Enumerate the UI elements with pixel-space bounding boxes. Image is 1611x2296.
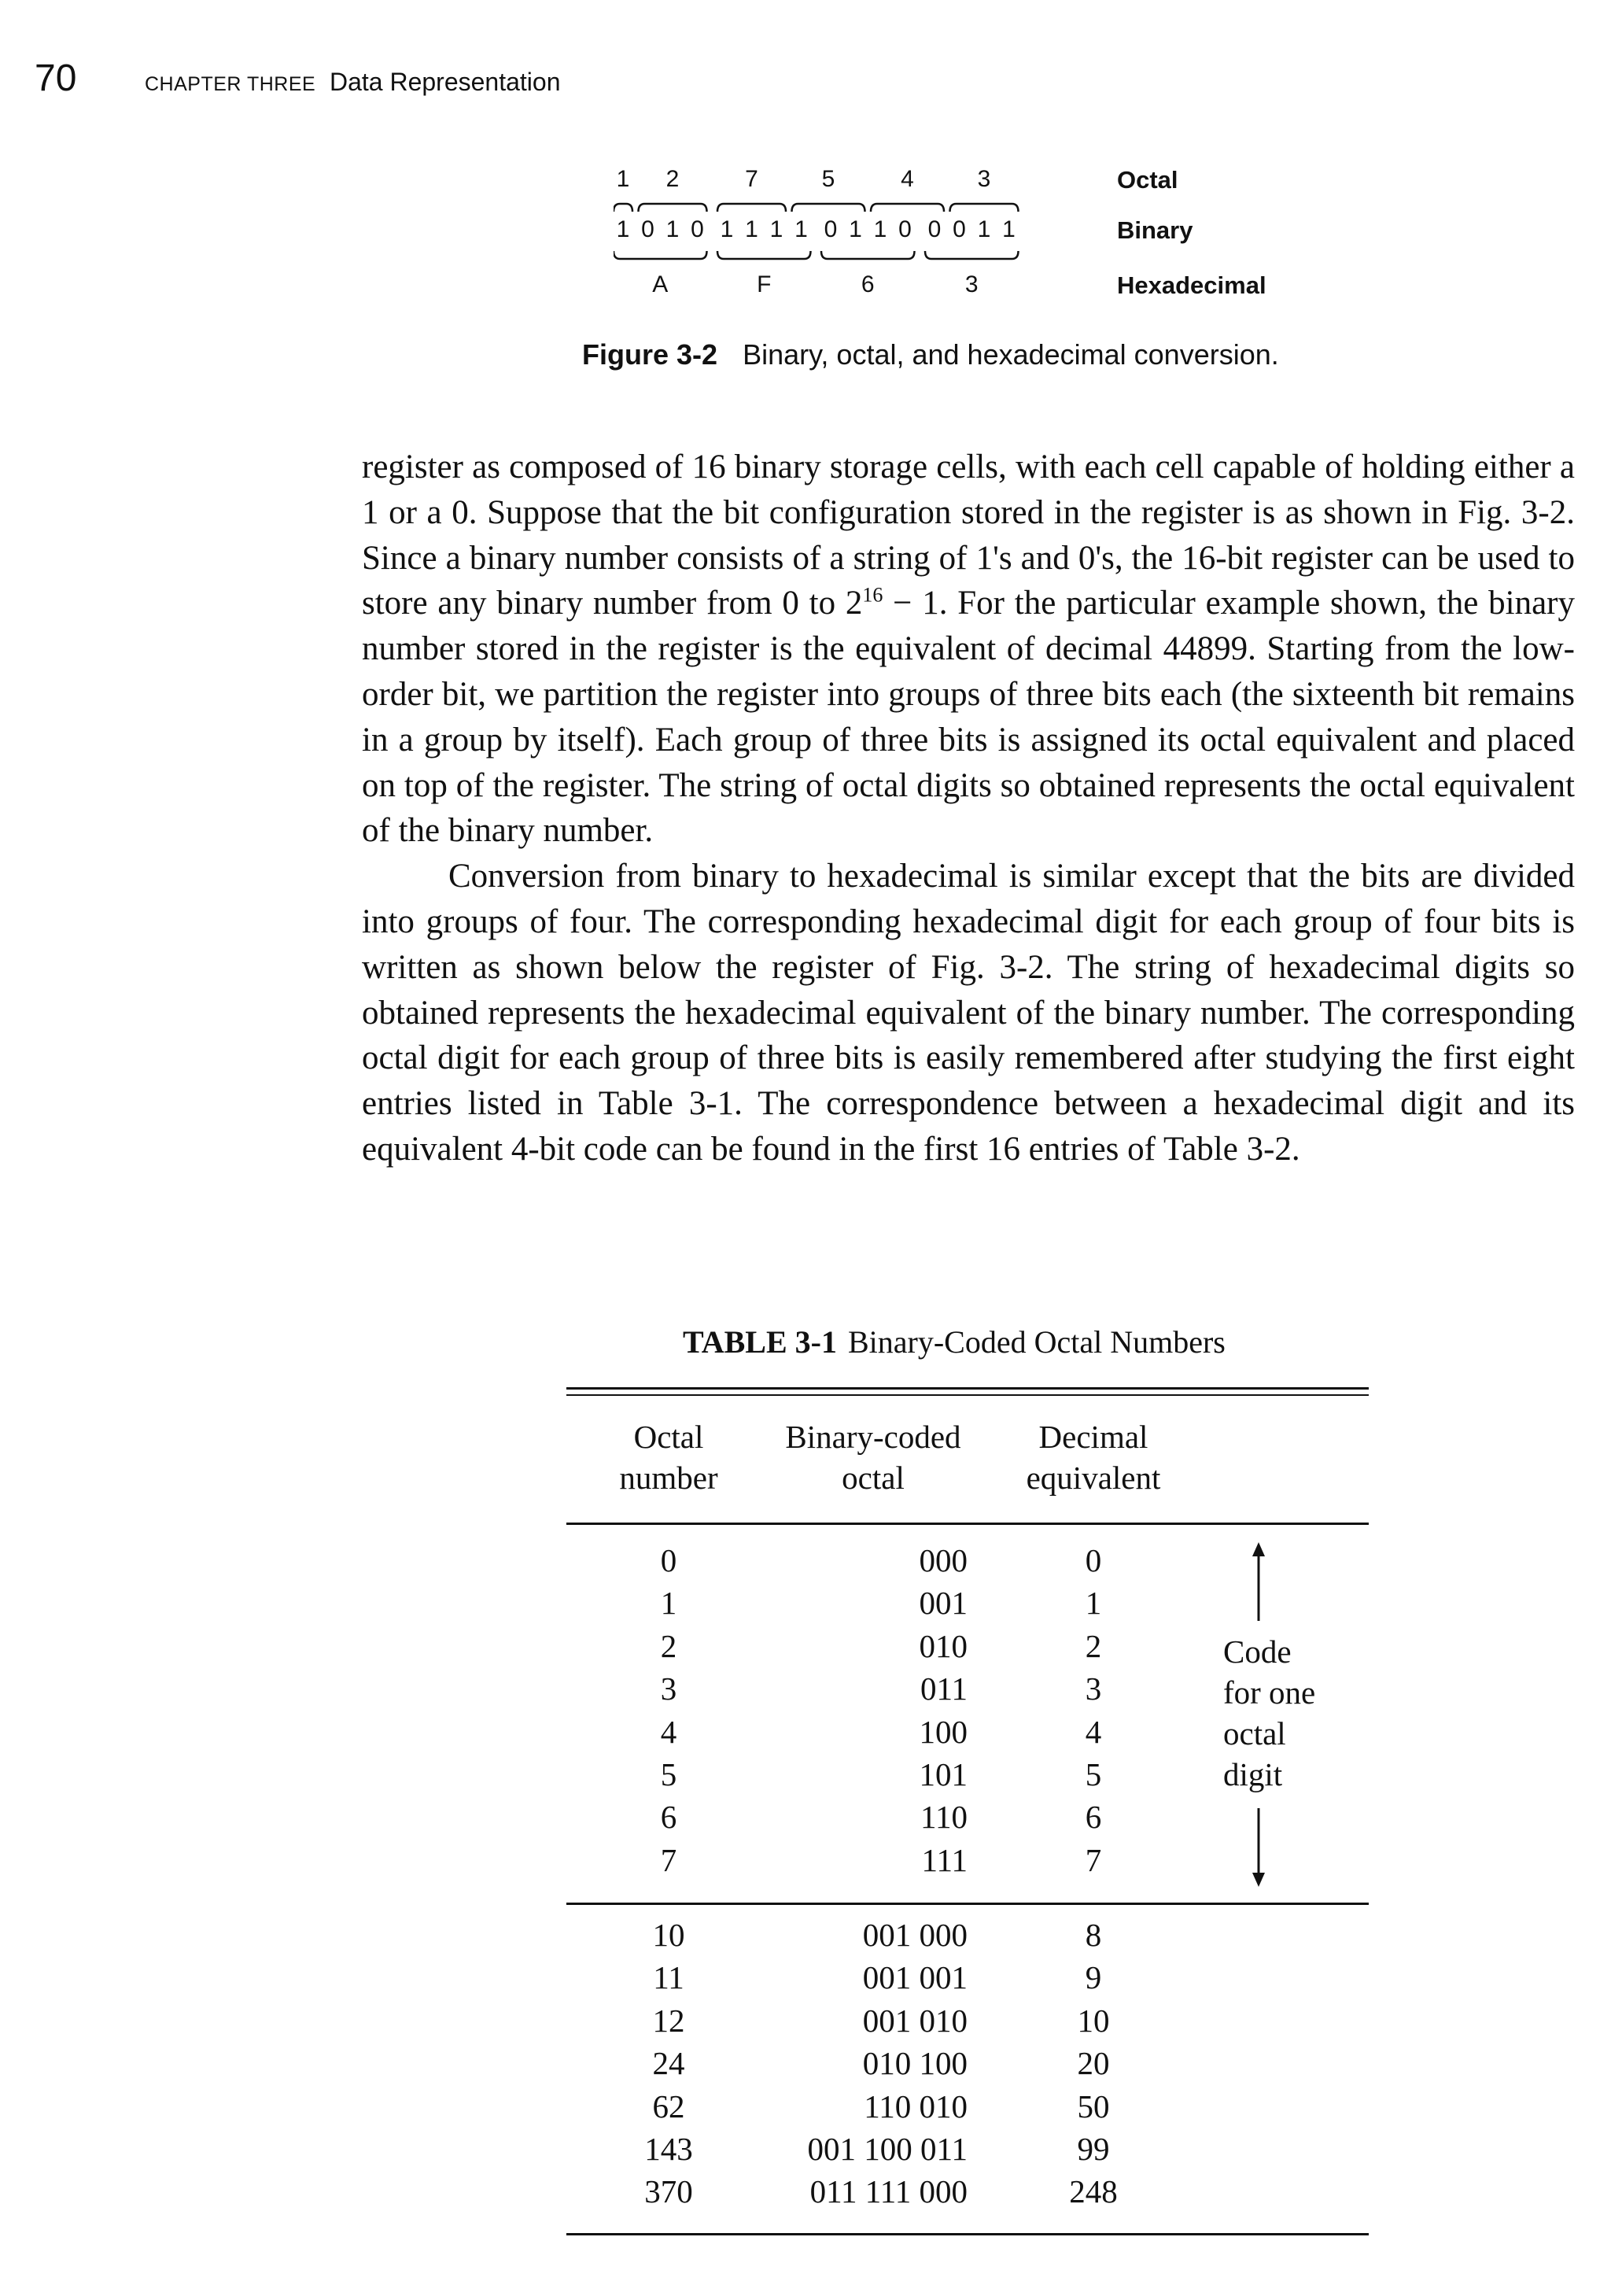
table-bottom-rule [566, 2233, 1369, 2235]
cell-octal: 12 [652, 2002, 685, 2039]
cell-decimal: 2 [1085, 1627, 1102, 1664]
cell-decimal: 50 [1077, 2087, 1110, 2124]
octal-digit: 7 [745, 166, 758, 192]
side-note-line: for one [1223, 1674, 1316, 1711]
cell-decimal: 1 [1085, 1585, 1102, 1622]
up-arrow-icon [1252, 1542, 1265, 1556]
cell-binary-coded: 001 000 [862, 1917, 968, 1953]
binary-bit: 0 [824, 216, 838, 242]
hex-digit: F [757, 271, 772, 297]
cell-decimal: 20 [1077, 2045, 1110, 2082]
cell-binary-coded: 010 100 [862, 2045, 968, 2082]
down-arrow-icon [1252, 1873, 1265, 1887]
cell-decimal: 10 [1077, 2002, 1110, 2039]
exponent: 16 [862, 584, 883, 607]
cell-octal: 24 [652, 2045, 685, 2082]
cell-octal: 2 [660, 1627, 677, 1664]
header-line: equivalent [1026, 1460, 1161, 1496]
octal-digit: 4 [901, 166, 914, 192]
side-note-line: octal [1223, 1715, 1286, 1752]
binary-bit: 1 [720, 216, 734, 242]
side-note [1223, 1631, 1315, 1795]
figure-caption-text: Binary, octal, and hexadecimal conversion. [743, 338, 1279, 371]
figure-number: Figure 3-2 [582, 338, 718, 371]
hex-group-bracket [925, 251, 1019, 259]
hex-group-bracket [717, 251, 811, 259]
cell-octal: 0 [660, 1542, 677, 1578]
cell-decimal: 8 [1085, 1917, 1102, 1953]
cell-binary-coded: 000 [919, 1542, 968, 1578]
cell-octal: 370 [644, 2173, 693, 2210]
octal-digit: 2 [665, 166, 680, 192]
binary-bit: 1 [665, 216, 680, 242]
cell-binary-coded: 001 100 011 [807, 2131, 968, 2167]
octal-digit: 3 [977, 166, 991, 192]
hex-group-bracket [614, 251, 707, 259]
cell-binary-coded: 100 [919, 1713, 968, 1750]
octal-group-bracket [614, 204, 632, 212]
octal-group-bracket [871, 204, 944, 212]
paragraph-2: Conversion from binary to hexadecimal is similar except that the bits are divided into groups of four. The corresponding hexadecimal digit for each group of four bits is written as shown below the register of Fig. 3-2. The string of hexadecimal digits so obtained represents the hexadecimal equivalent of the binary number. The corresponding octal digit for each group of three bits is easily remembered after studying the first eight entries listed in Table 3-1. The correspondence between a hexadecimal digit and its equivalent 4-bit code can be found in the first 16 entries of Table 3-2. [362, 858, 1575, 1168]
cell-decimal: 0 [1085, 1542, 1102, 1578]
running-head [145, 68, 560, 97]
octal-label: Octal [1117, 166, 1178, 194]
cell-octal: 143 [644, 2131, 693, 2167]
binary-bit: 0 [641, 216, 654, 242]
cell-decimal: 99 [1077, 2131, 1110, 2167]
octal-group-bracket [792, 204, 865, 212]
cell-decimal: 5 [1085, 1756, 1102, 1792]
octal-digit: 1 [616, 166, 630, 192]
hex-label: Hexadecimal [1117, 271, 1266, 299]
cell-decimal: 248 [1069, 2173, 1118, 2210]
cell-binary-coded: 010 [919, 1627, 968, 1664]
paragraph-1-text: register as composed of 16 binary storage cells, with each cell capable of holding either a 1 or a 0. Suppose that the bit configuration stored in the register is as shown in Fig. 3-2. Since a binary number consists of a string of 1's and 0's, the 16-bit register can be used to store any binary number from 0 to 2 [362, 448, 1575, 622]
table-caption: Binary-Coded Octal Numbers [847, 1324, 1226, 1360]
header-decimal-equivalent [999, 1416, 1188, 1498]
header-line: number [619, 1460, 718, 1496]
table-top-rule-2 [566, 1394, 1369, 1396]
side-note-line: Code [1223, 1633, 1292, 1670]
chapter-label: CHAPTER THREE [145, 73, 316, 95]
cell-binary-coded: 111 [921, 1841, 968, 1878]
header-line: Binary-coded [785, 1419, 961, 1455]
cell-decimal: 4 [1085, 1713, 1102, 1750]
table-title [683, 1323, 1226, 1360]
octal-group-bracket [639, 204, 707, 212]
hex-digit: 6 [861, 271, 875, 297]
octal-group-bracket [717, 204, 786, 212]
cell-binary-coded: 011 [920, 1670, 968, 1707]
octal-digit: 5 [821, 166, 835, 192]
cell-octal: 1 [660, 1585, 677, 1622]
cell-binary-coded: 001 010 [862, 2002, 968, 2039]
paragraph-1 [362, 445, 1575, 854]
binary-bit: 1 [977, 216, 991, 242]
cell-binary-coded: 110 010 [864, 2087, 968, 2124]
table-top-rule [566, 1387, 1369, 1390]
cell-binary-coded: 001 [919, 1585, 968, 1622]
binary-bit: 1 [873, 216, 887, 242]
cell-octal: 7 [660, 1841, 677, 1878]
binary-bit: 1 [616, 216, 630, 242]
octal-group-bracket [950, 204, 1019, 212]
cell-octal: 11 [653, 1959, 684, 1996]
hex-group-bracket [821, 251, 915, 259]
hex-digit: 3 [964, 271, 979, 297]
figure-caption [582, 338, 1279, 371]
binary-bit: 1 [769, 216, 783, 242]
binary-bit: 1 [849, 216, 862, 242]
cell-octal: 62 [652, 2087, 685, 2124]
cell-octal: 3 [660, 1670, 677, 1707]
binary-bit: 1 [1002, 216, 1016, 242]
section-title: Data Representation [329, 68, 561, 96]
cell-decimal: 9 [1085, 1959, 1102, 1996]
binary-bit: 0 [898, 216, 912, 242]
cell-binary-coded: 001 001 [862, 1959, 968, 1996]
group-rule [566, 1903, 1369, 1905]
cell-octal: 6 [660, 1799, 677, 1836]
cell-decimal: 7 [1085, 1841, 1102, 1878]
cell-binary-coded: 101 [919, 1756, 968, 1792]
cell-octal: 10 [652, 1917, 685, 1953]
side-note-line: digit [1223, 1756, 1283, 1792]
cell-decimal: 3 [1085, 1670, 1102, 1707]
table-number: TABLE 3-1 [683, 1324, 837, 1360]
binary-bit: 1 [794, 216, 808, 242]
binary-bit: 1 [745, 216, 758, 242]
cell-decimal: 6 [1085, 1799, 1102, 1836]
body-text [362, 445, 1575, 1172]
binary-bit: 0 [953, 216, 966, 242]
page-number: 70 [35, 57, 77, 99]
cell-octal: 4 [660, 1713, 677, 1750]
cell-octal: 5 [660, 1756, 677, 1792]
hex-digit: A [652, 271, 669, 297]
header-octal-number [582, 1416, 755, 1498]
binary-label: Binary [1117, 216, 1193, 244]
cell-binary-coded: 110 [920, 1799, 968, 1836]
header-line: Decimal [1038, 1419, 1148, 1455]
cell-binary-coded: 011 111 000 [809, 2173, 968, 2210]
header-binary-coded [755, 1416, 991, 1498]
header-line: octal [842, 1460, 905, 1496]
binary-bit: 0 [927, 216, 942, 242]
header-line: Octal [633, 1419, 704, 1455]
header-rule [566, 1523, 1369, 1525]
binary-bit: 0 [691, 216, 704, 242]
paragraph-1-continued: − 1. For the particular example shown, the binary number stored in the register is the equivalent of decimal 44899. Starting from the low-order bit, we partition the register into groups of three bits each (the sixteenth bit remains in a group by itself). Each group of three bits is assigned its octal equivalent and placed on top of the register. The string of octal digits so obtained represents the octal equivalent of the binary number. [362, 585, 1576, 850]
